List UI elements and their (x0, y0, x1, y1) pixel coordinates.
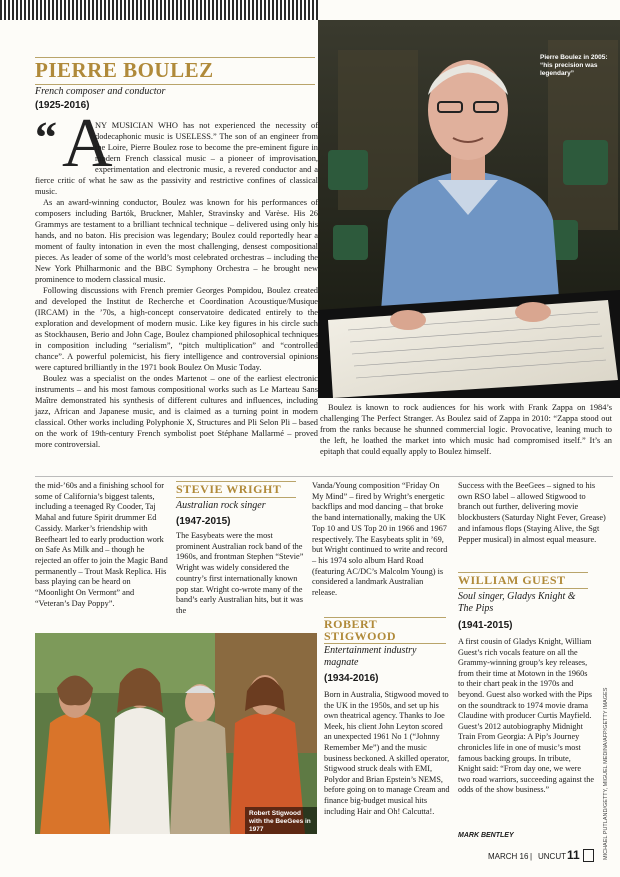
boulez-paragraph: NY MUSICIAN WHO has not experienced the necessity of dodecaphonic music is USELESS.” The son of an engineer from the Loire, Pierre Boulez rose to become the pre-eminent figure in modern French classical music – a pioneer of improvisation, experimentation and electronic music, a revered conductor and a fierce critic of what he saw as the passivity and restrictive confines of classical music. (35, 121, 318, 196)
footer-magazine: UNCUT (538, 852, 566, 861)
stigwood-name (324, 618, 396, 642)
boulez-zappa-paragraph: Boulez is known to rock audiences for his work with Frank Zappa on 1984’s challenging The Perfect Stranger. As Boulez said of Zappa in 2010: “Zappa stood out from the ranks because he shunned commercial logic. Provocative, leaning much to the left, he loathed the market into which music had compromised itself.” It’s an epitaph that could equally apply to Boulez himself. (320, 403, 612, 456)
boulez-paragraph: Following discussions with French premier Georges Pompidou, Boulez created and developed the Institut de Recherche et Coordination Acoustique/Musique (IRCAM) in the ’70s, a high-concept conservatoire dedicated entirely to the exploration and development of modern music. Like key figures in his circle such as Stockhausen, Berio and John Cage, Boulez championed philosophical techniques in composition including “serialism”, “pitch multiplication” and “controlled chance”. A powerful polemicist, his fiery intelligence and controversial opinions were captured brilliantly in the 1971 book Boulez On Music Today. (35, 286, 318, 372)
boulez-paragraph: Boulez was a specialist on the ondes Martenot – one of the earliest electronic instruments – and his most famous compositional works such as Le Marteau Sans Maître demonstrated his synthesis of different cultures and influences, including jazz, African and Japanese music, and is claimed as a turning point in modern classical. Other works including Polyphonie X, Structures and Pli Selon Pli – based on the work of 19th-century French symbolist poet Stéphane Mallarmé – proved more controversial. (35, 374, 318, 449)
section-divider (35, 476, 613, 477)
boulez-paragraph: As an award-winning conductor, Boulez was known for his performances of composers including Bartók, Bruckner, Mahler, Stravinsky and Varèse. His 26 Grammys are testament to a brilliant technical technique – delivered using only his hands, and no baton. His precision was legendary; Boulez could reportedly hear a moment of faulty intonation in even the most challenging, densest compositional pieces. As leader of some of the world’s most celebrated orchestras – including the New York Philharmonic and the BBC Symphony Orchestra – he brought new prominence to modern classical music. (35, 198, 318, 284)
footer-issue: MARCH 16 (488, 852, 529, 861)
drop-cap: A (62, 105, 113, 182)
stigwood-text: Born in Australia, Stigwood moved to the UK in the 1950s, and set up his own theatrical agency. Thanks to Joe Meek, his client John Leyton scored an unexpected 1961 No 1 (“Johnny Remember Me”) and the music business beckoned. A skilled operator, Stigwood struck deals with EMI, Polydor and Brian Epstein’s NEMS, before going on to manage Cream and finance big-budget musical hits including Hair and Oh! Calcutta!. (324, 690, 450, 816)
stigwood-name-line2: STIGWOOD (324, 629, 397, 643)
boulez-photo (318, 20, 620, 398)
wright-text: The Easybeats were the most prominent Australian rock band of the 1960s, and frontman Stephen “Stevie” Wright was widely considered the country’s first internationally known pop star. Wright co-wrote many of the band’s early Australian hits, but it was the (176, 531, 304, 615)
drop-cap-space (35, 113, 95, 172)
wright-dates: (1947-2015) (176, 516, 231, 527)
guest-dates: (1941-2015) (458, 620, 513, 631)
boulez-dates: (1925-2016) (35, 100, 90, 111)
boulez-article (35, 113, 318, 450)
stigwood-beegees-photo (35, 633, 317, 834)
footer-separator: | (530, 852, 533, 861)
header-rule (176, 497, 296, 498)
guest-subtitle: Soul singer, Gladys Knight & The Pips (458, 591, 576, 614)
guest-name: WILLIAM GUEST (458, 573, 566, 587)
boulez-photo-caption: Pierre Boulez in 2005: “his precision was legendary” (540, 54, 608, 77)
byline: MARK BENTLEY (458, 832, 514, 839)
stigwood-photo-caption: Robert Stigwood with the BeeGees in 1977 (249, 810, 311, 833)
page-number: 11 (567, 848, 580, 862)
header-rule (458, 588, 588, 589)
boulez-subtitle: French composer and conductor (35, 86, 166, 97)
header-rule (324, 643, 446, 644)
boulez-name: PIERRE BOULEZ (35, 58, 214, 82)
wright-name: STEVIE WRIGHT (176, 482, 282, 496)
beegees-photo-illustration (35, 633, 317, 834)
stigwood-dates: (1934-2016) (324, 673, 379, 684)
stigwood-text-continued: Success with the BeeGees – signed to his own RSO label – allowed Stigwood to branch out further, delivering movie blockbusters (Saturday Night Fever, Grease) and infamous flops (Staying Alive, the Sgt Pepper musical) in almost equal measure. (458, 481, 606, 544)
guest-text: A first cousin of Gladys Knight, William Guest’s rich vocals feature on all the Grammy-winning group’s key releases, from their time at Motown in the 1960s to their chart peak in the 1970s and beyond. Guest also worked with the Pips on the soundtrack to 1974 movie drama Claudine with producer Curtis Mayfield. Guest’s 2012 autobiography Midnight Train From Georgia: A Pip’s Journey chronicles life in one of music’s most famous backing groups. In tribute, Knight said: “From day one, we were two road warriors, succeeding against the odds of the show business.” (458, 637, 594, 795)
wright-subtitle: Australian rock singer (176, 500, 266, 511)
page-box-icon (583, 849, 594, 862)
beefheart-text: the mid-’60s and a finishing school for some of California’s biggest talents, including a teenaged Ry Cooder, Taj Mahal and future Spirit drummer Ed Cassidy. Marker’s friendship with Beefheart led to early production work on Safe As Milk and – though he rejected an offer to join the Magic Band permanently – Trout Mask Replica. His bass playing can be heard on “Moonlight On Vermont” and “Veteran’s Day Poppy”. (35, 481, 168, 608)
wright-text-continued: Vanda/Young composition “Friday On My Mind” – fired by Wright’s energetic backflips and mod dancing – that broke the band internationally, making the UK Top 10 and US Top 20 in 1966 and 1967 respectively. The Easybeats split in ’69, but Wright continued to write and record – his 1974 solo album Hard Road (featuring AC/DC’s Malcolm Young) is considered a landmark Australian release. (312, 481, 448, 598)
header-rule (35, 84, 315, 85)
photo-credits: MICHAEL PUTLAND/GETTY, MIGUEL MEDINA/AFP/GETTY IMAGES (603, 687, 609, 860)
stigwood-subtitle: Entertainment industry magnate (324, 645, 417, 668)
quote-mark: “ (35, 113, 57, 162)
barcode-stripes (0, 0, 318, 20)
stigwood-name-line1: ROBERT (324, 617, 378, 631)
